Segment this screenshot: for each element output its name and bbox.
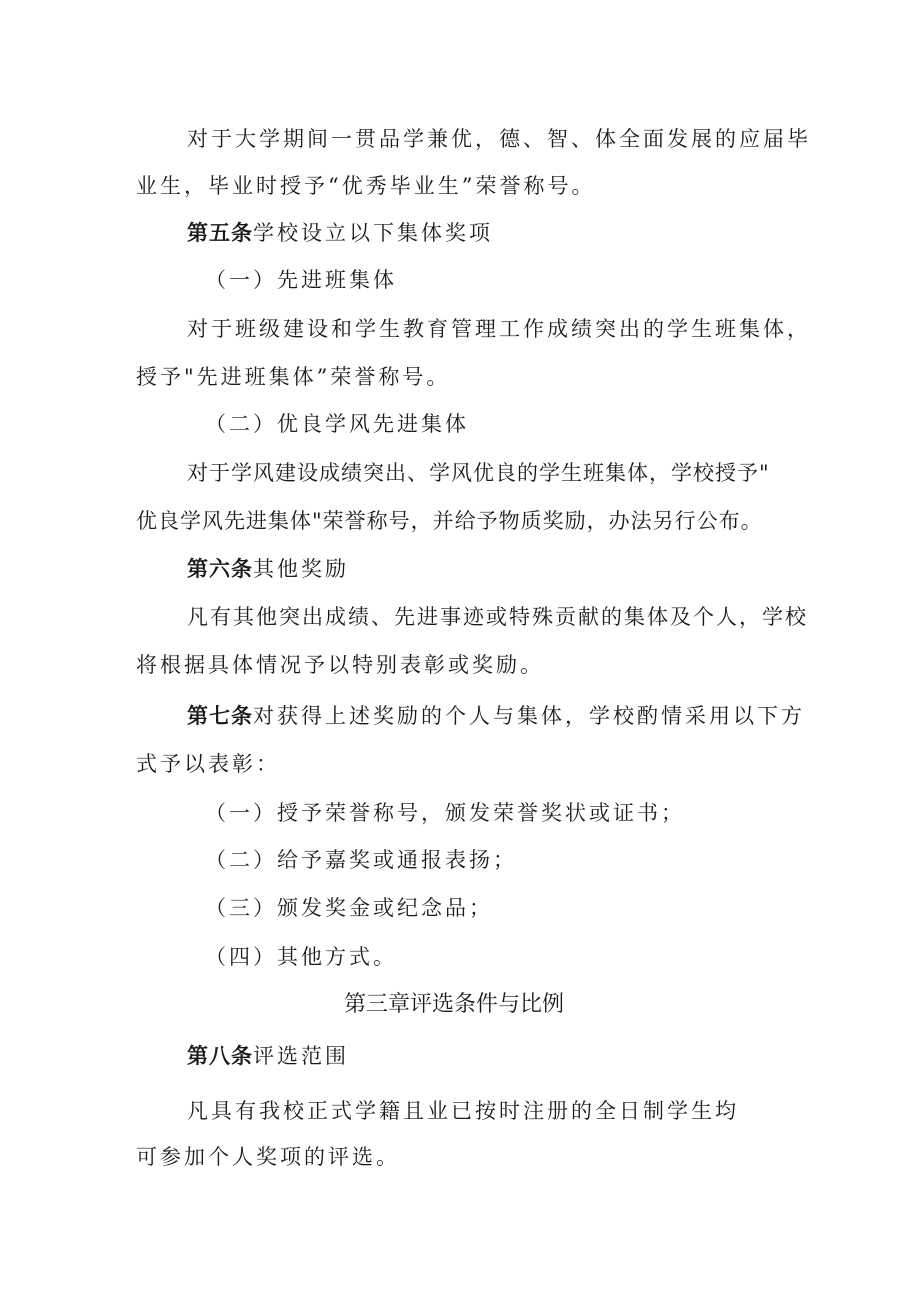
article-7-option-1: （一）授予荣誉称号，颁发荣誉奖状或证书； <box>205 801 685 825</box>
article-6-line-2: 将根据具体情况予以特别表彰或奖励。 <box>136 653 544 677</box>
article-8-text: 评选范围 <box>253 1044 349 1068</box>
chapter-3-heading: 第三章评选条件与比例 <box>344 992 565 1017</box>
article-8-line-2: 可参加个人奖项的评选。 <box>136 1145 400 1169</box>
article-5-item-2-line-1: 对于学风建设成绩突出、学风优良的学生班集体，学校授予" <box>187 461 770 485</box>
article-5-text: 学校设立以下集体奖项 <box>253 221 493 245</box>
article-6-text: 其他奖励 <box>253 557 349 581</box>
article-7-option-3: （三）颁发奖金或纪念品； <box>205 896 493 920</box>
article-5-item-2-title: （二）优良学风先进集体 <box>205 412 469 436</box>
article-7-paragraph <box>187 701 805 731</box>
article-6-paragraph <box>187 554 349 584</box>
article-5-item-2-line-2: 优良学风先进集体"荣誉称号，并给予物质奖励，办法另行公布。 <box>136 509 763 533</box>
article-4-continuation-line-1: 对于大学期间一贯品学兼优，德、智、体全面发展的应届毕 <box>187 127 811 151</box>
article-7-option-2: （二）给予嘉奖或通报表扬； <box>205 848 517 872</box>
article-5-paragraph <box>187 218 493 248</box>
article-5-item-1-line-1: 对于班级建设和学生教育管理工作成绩突出的学生班集体， <box>187 317 811 341</box>
article-8-label: 第八条 <box>187 1044 253 1068</box>
article-8-paragraph <box>187 1041 349 1071</box>
article-7-text: 对获得上述奖励的个人与集体，学校酌情采用以下方 <box>253 704 805 728</box>
article-5-item-1-line-2: 授予"先进班集体”荣誉称号。 <box>136 365 451 389</box>
article-6-label: 第六条 <box>187 557 253 581</box>
article-8-line-1: 凡具有我校正式学籍且业已按时注册的全日制学生均 <box>187 1099 739 1123</box>
article-7-option-4: （四）其他方式。 <box>205 945 397 969</box>
article-7-line-2: 式予以表彰： <box>136 752 280 776</box>
article-6-line-1: 凡有其他突出成绩、先进事迹或特殊贡献的集体及个人，学校 <box>187 605 808 629</box>
article-5-item-1-title: （一）先进班集体 <box>205 268 397 292</box>
article-7-label: 第七条 <box>187 704 253 728</box>
article-5-label: 第五条 <box>187 221 253 245</box>
article-4-continuation-line-2: 业生，毕业时授予“优秀毕业生”荣誉称号。 <box>136 174 596 198</box>
